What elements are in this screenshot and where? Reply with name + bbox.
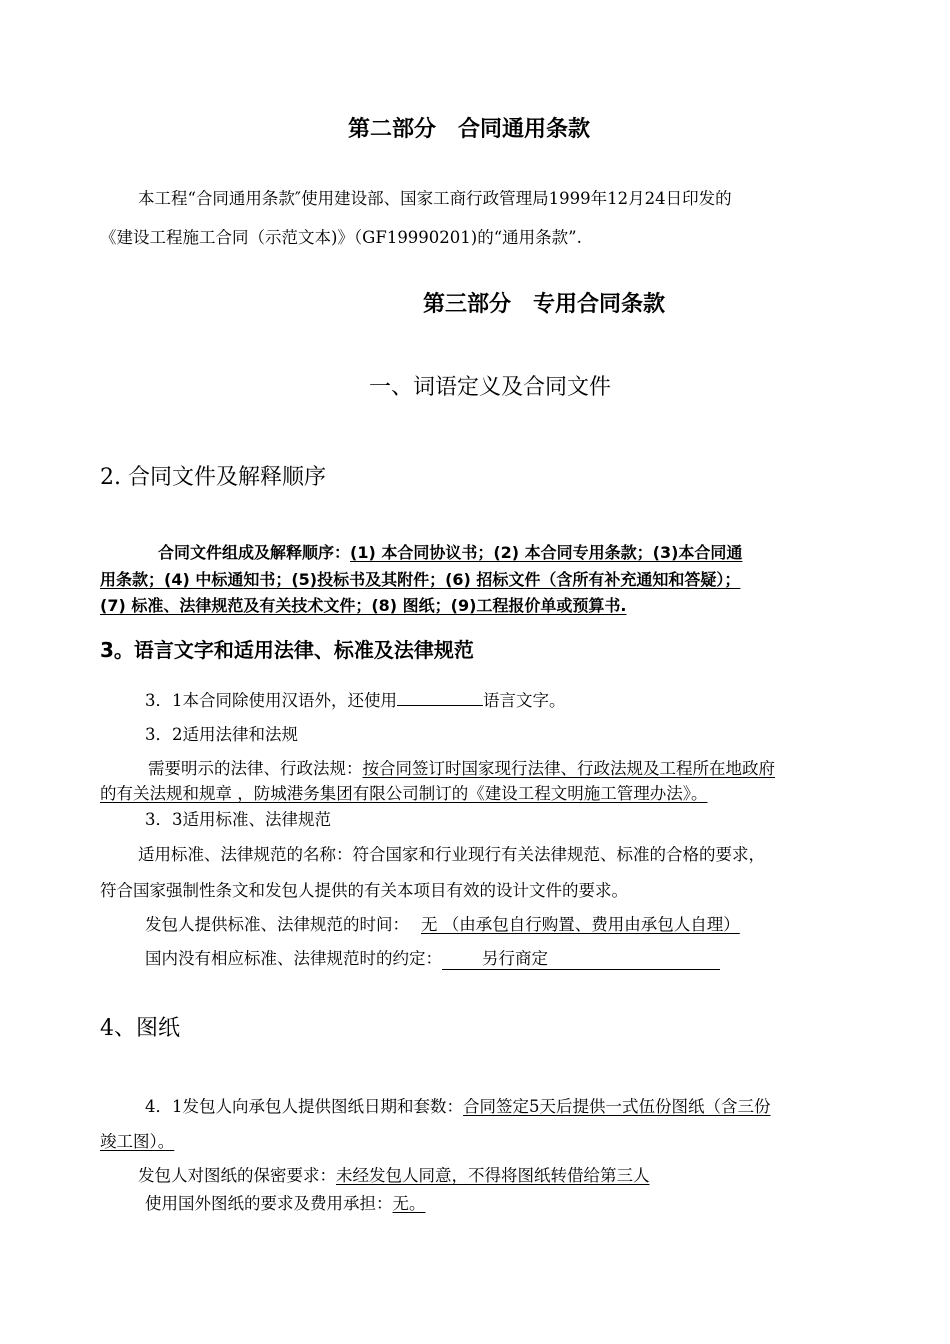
clause-3-1-text: 3．1本合同除使用汉语外，还使用: [145, 691, 397, 710]
clause-4-1-line1: [145, 1093, 771, 1117]
provide-lead: 发包人提供标准、法律规范的时间：: [145, 915, 409, 934]
no-standard-line: [145, 945, 720, 970]
clause-3-1-suffix: 语言文字。: [483, 691, 566, 710]
section2-order-part3: (7) 标准、法律规范及有关技术文件；(8) 图纸；(9)工程报价单或预算书.: [100, 596, 627, 615]
laws-line1: [148, 755, 775, 779]
no-standard-lead: 国内没有相应标准、法律规范时的约定：: [145, 949, 442, 968]
laws-content-part2: 的有关法规和规章 ，防城港务集团有限公司制订的《建设工程文明施工管理办法》。: [100, 784, 708, 803]
section-one-heading: 一、词语定义及合同文件: [368, 375, 611, 400]
section2-order-part2: 用条款；(4) 中标通知书；(5)投标书及其附件；(6) 招标文件（含所有补充通知和答疑）；: [100, 570, 741, 589]
foreign-value: 无。: [392, 1194, 426, 1213]
clause-3-2: 3．2适用法律和法规: [145, 725, 298, 744]
part2-paragraph-line1: 本工程“合同通用条款″使用建设部、国家工商行政管理局1999年12月24日印发的: [138, 189, 732, 208]
laws-content-part1: 按合同签订时国家现行法律、行政法规及工程所在地政府: [362, 759, 775, 778]
section2-line1: [158, 540, 742, 563]
provide-standards-line: [145, 911, 744, 935]
part2-paragraph-line2: 《建设工程施工合同（示范文本)》（GF19990201)的“通用条款”.: [100, 228, 582, 247]
secrecy-line: [138, 1162, 650, 1186]
clause-4-1-value-part2: 竣工图）。: [100, 1132, 175, 1151]
language-blank: [397, 689, 483, 707]
laws-lead: 需要明示的法律、行政法规：: [148, 759, 363, 778]
section2-lead: 合同文件组成及解释顺序：: [158, 543, 351, 562]
clause-3-3: 3．3适用标准、法律规范: [145, 810, 331, 829]
foreign-drawings-line: [145, 1190, 440, 1214]
clause-4-1-lead: 4．1发包人向承包人提供图纸日期和套数：: [145, 1097, 463, 1116]
standards-line2: 符合国家强制性条文和发包人提供的有关本项目有效的设计文件的要求。: [100, 881, 628, 900]
secrecy-lead: 发包人对图纸的保密要求：: [138, 1166, 336, 1185]
section2-heading: 2. 合同文件及解释顺序: [100, 465, 326, 490]
provide-value: 无 （由承包自行购置、费用由承包人自理）: [421, 915, 740, 934]
section3-heading: 3。语言文字和适用法律、标准及法律规范: [100, 638, 474, 662]
standards-line1: 适用标准、法律规范的名称：符合国家和行业现行有关法律规范、标准的合格的要求，: [138, 845, 765, 864]
clause-4-1-value-part1: 合同签定5天后提供一式伍份图纸（含三份: [463, 1097, 771, 1116]
clause-3-1: [145, 687, 566, 711]
part2-title: 第二部分 合同通用条款: [347, 117, 590, 142]
part3-title: 第三部分 专用合同条款: [422, 292, 665, 317]
section4-heading: 4、图纸: [100, 1016, 180, 1041]
secrecy-value: 未经发包人同意，不得将图纸转借给第三人: [336, 1166, 650, 1185]
no-standard-value: 另行商定: [442, 945, 720, 970]
section2-order-part1: (1) 本合同协议书；(2) 本合同专用条款；(3)本合同通: [350, 543, 743, 562]
foreign-lead: 使用国外图纸的要求及费用承担：: [145, 1194, 393, 1213]
